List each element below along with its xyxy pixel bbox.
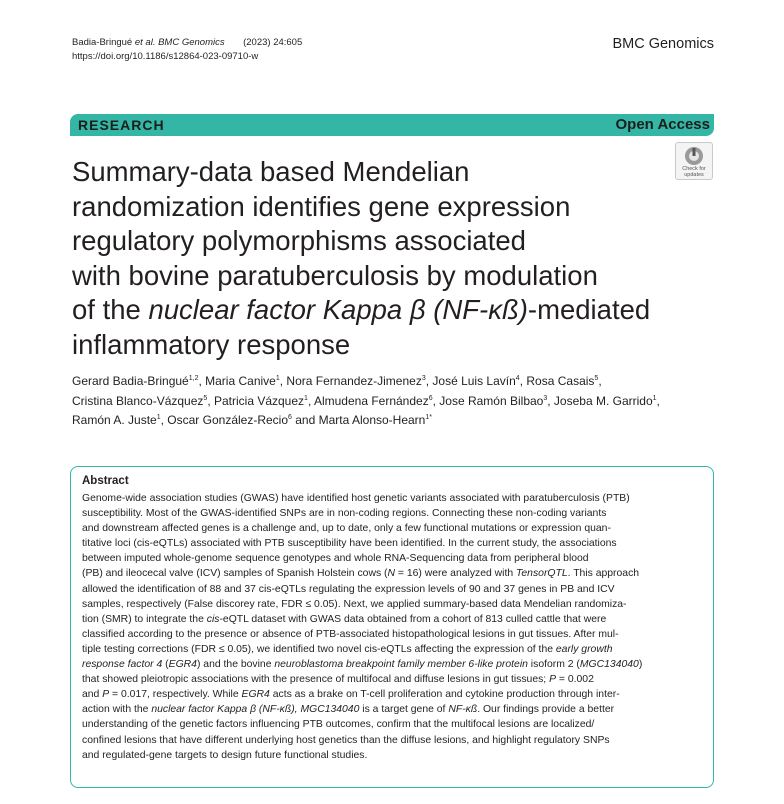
abstract-italic-run: cis — [206, 613, 220, 625]
abstract-italic-run: response factor 4 — [82, 659, 163, 671]
abstract-line: titative loci (cis-eQTLs) associated with PTB susceptibility have been identified. In the current study, the associations — [82, 538, 617, 550]
author-affiliation: 1 — [304, 394, 308, 402]
author-name: Nora Fernandez-Jimenez — [286, 374, 422, 388]
abstract-line — [82, 702, 704, 717]
author[interactable] — [432, 374, 519, 388]
author-name: Almudena Fernández — [313, 393, 429, 408]
author-affiliation: 5 — [594, 375, 599, 382]
author-affiliation: 6 — [428, 394, 433, 402]
abstract-text-run: ) — [638, 659, 643, 671]
abstract-line: classified according to the presence or absence of PTB-associated histopathological lesions in gut tissues. After mul- — [82, 628, 619, 640]
abstract-text-run: . Our findings provide a better — [477, 704, 615, 716]
journal-name: BMC Genomics — [612, 36, 714, 52]
citation-header — [72, 36, 302, 64]
abstract-text — [82, 491, 704, 763]
abstract-line — [82, 642, 704, 657]
author-affiliation: 1,2 — [188, 375, 199, 382]
author-affiliation: 3 — [543, 394, 548, 402]
article-title — [72, 155, 682, 362]
author[interactable] — [167, 413, 292, 427]
badge-line1: Check for — [682, 166, 706, 172]
abstract-italic-run: MGC134040 — [579, 659, 639, 671]
abstract-text-run: tiple testing corrections (FDR ≤ 0.05), we identified two novel cis-eQTLs affecting the expression of the — [82, 643, 556, 655]
author[interactable] — [526, 374, 598, 388]
author[interactable] — [214, 394, 308, 408]
author-affiliation: 1 — [275, 375, 280, 382]
abstract-text-run: and — [82, 689, 103, 701]
abstract-line: between imputed whole-genome sequence genotypes and whole RNA-Sequencing data from peripheral blood — [82, 553, 589, 565]
abstract-line: allowed the identification of 88 and 37 cis-eQTLs regulating the expression levels of 90 and 37 genes in PB and ICV — [82, 583, 615, 595]
title-text: -mediated — [527, 294, 651, 325]
abstract-line: understanding of the genetic factors influencing PTB outcomes, confirm that the multifocal lesions are localized/ — [82, 719, 595, 731]
header-author: Badia-Bringué — [72, 37, 133, 48]
author-name: Jose Ramón Bilbao — [439, 393, 544, 408]
author-list: Gerard Badia-Bringué$^{1,2}$, Maria Canive$^1$, Nora Fernandez-Jimenez$^3$, José Luis Lavín$^4$, Rosa Casais$^5$, Cristina Blanco-Vázquez$^5$, Patricia Vázquez$^1$, Almudena Fernández$^6$, Jose Ramón Bilbao$^3$, Joseba M. Garrido$^1$, Ramón A. Juste$^1$, Oscar González-Recio$^6$ and Marta Alonso-Hearn$^{1*}$ — [72, 374, 660, 427]
author[interactable] — [319, 413, 432, 427]
author[interactable] — [72, 394, 207, 408]
abstract-line — [82, 687, 704, 702]
title-line: regulatory polymorphisms associated — [72, 225, 526, 256]
abstract-box — [70, 466, 714, 788]
title-line: randomization identifies gene expression — [72, 190, 571, 222]
abstract-text-run: = 16) were analyzed with — [395, 568, 517, 580]
author-name: Maria Canive — [205, 374, 276, 388]
author[interactable] — [72, 413, 161, 427]
check-updates-icon — [684, 146, 704, 166]
abstract-text-run: (PB) and ileocecal valve (ICV) samples of Spanish Holstein cows ( — [82, 568, 388, 580]
research-banner — [70, 114, 714, 136]
author-name: Joseba M. Garrido — [553, 393, 653, 408]
doi-link[interactable]: https://doi.org/10.1186/s12864-023-09710-w — [72, 51, 259, 62]
abstract-line: susceptibility. Most of the GWAS-identified SNPs are in non-coding regions. Connecting these non-coding variants — [82, 508, 607, 520]
author[interactable] — [72, 374, 198, 388]
abstract-line — [82, 657, 704, 672]
abstract-text-run: isoform 2 ( — [527, 659, 580, 671]
abstract-text-run: = 0.017, respectively. While — [109, 689, 242, 701]
author-name: Ramón A. Juste — [72, 413, 157, 427]
author-affiliation: 5 — [203, 394, 208, 402]
abstract-text-run: action with the — [82, 704, 152, 716]
abstract-text-run: that showed pleiotropic associations with the presence of multifocal and diffuse lesions in gut tissues; — [82, 674, 550, 686]
abstract-line: and downstream affected genes is a challenge and, up to date, only a few functional mutations or expression quan- — [82, 523, 611, 535]
abstract-italic-run: N — [387, 568, 396, 580]
abstract-line — [82, 566, 704, 581]
abstract-italic-run: P — [549, 674, 557, 686]
badge-line2: updates — [684, 172, 704, 178]
abstract-italic-run: neuroblastoma breakpoint family member 6-like protein — [274, 659, 528, 671]
author-affiliation: 1 — [156, 414, 161, 421]
abstract-text-run: -eQTL dataset with GWAS data obtained from a cohort of 813 culled cattle that were — [219, 613, 607, 625]
abstract-italic-run: nuclear factor Kappa β (NF-κß), MGC134040 — [151, 704, 360, 716]
title-line: inflammatory response — [72, 328, 351, 360]
abstract-italic-run: NF-κß — [448, 704, 478, 716]
abstract-italic-run: EGR4 — [241, 689, 270, 701]
abstract-line: and regulated-gene targets to design future functional studies. — [82, 749, 368, 761]
author-name: Cristina Blanco-Vázquez — [72, 393, 204, 408]
open-access-label: Open Access — [615, 116, 710, 133]
abstract-heading: Abstract — [82, 475, 129, 487]
abstract-text-run: ( — [162, 659, 169, 671]
title-line — [72, 293, 682, 328]
title-line: with bovine paratuberculosis by modulation — [72, 259, 598, 291]
title-italic: nuclear factor Kappa β (NF-κß) — [148, 294, 528, 325]
abstract-text-run: . This approach — [567, 568, 640, 580]
title-line: Summary-data based Mendelian — [72, 156, 470, 187]
author[interactable] — [439, 394, 547, 408]
abstract-line — [82, 612, 704, 627]
abstract-italic-run: P — [102, 689, 110, 701]
abstract-line: Genome-wide association studies (GWAS) have identified host genetic variants associated with paratuberculosis (PTB) — [82, 493, 630, 504]
author[interactable] — [314, 394, 433, 408]
author-affiliation: 4 — [515, 375, 520, 382]
abstract-italic-run: EGR4 — [168, 659, 197, 671]
author-affiliation: 1* — [425, 414, 432, 421]
author[interactable] — [286, 374, 425, 388]
author-affiliation: 6 — [288, 414, 292, 421]
author[interactable] — [554, 394, 657, 408]
abstract-text-run: = 0.002 — [556, 674, 594, 686]
abstract-line: samples, respectively (False discorey rate, FDR ≤ 0.05). Next, we applied summary-based data Mendelian randomiza- — [82, 598, 627, 610]
abstract-text-run: is a target gene of — [359, 704, 449, 716]
author-name: Rosa Casais — [526, 374, 595, 388]
author[interactable] — [205, 374, 280, 388]
title-text: of the — [72, 294, 149, 325]
abstract-text-run: ) and the bovine — [196, 659, 275, 671]
section-label: RESEARCH — [78, 117, 165, 133]
author-affiliation: 1 — [652, 394, 657, 402]
abstract-line — [82, 672, 704, 687]
header-citation: (2023) 24:605 — [243, 37, 303, 48]
header-journal: et al. BMC Genomics — [134, 37, 225, 48]
author-name: Gerard Badia-Bringué — [72, 374, 189, 388]
author-name: Marta Alonso-Hearn — [318, 413, 426, 427]
author-name: Oscar González-Recio — [167, 413, 289, 427]
author-affiliation: 3 — [421, 375, 426, 382]
author-name: José Luis Lavín — [432, 374, 516, 388]
abstract-text-run: tion (SMR) to integrate the — [82, 613, 207, 625]
abstract-text-run: acts as a brake on T-cell proliferation and cytokine production through inter- — [269, 689, 620, 701]
abstract-line: confined lesions that have different underlying host genetics than the diffuse lesions, and highlight regulatory SNPs — [82, 734, 610, 746]
author-name: Patricia Vázquez — [213, 393, 305, 408]
abstract-italic-run: TensorQTL — [516, 568, 568, 580]
abstract-italic-run: early growth — [555, 643, 613, 655]
